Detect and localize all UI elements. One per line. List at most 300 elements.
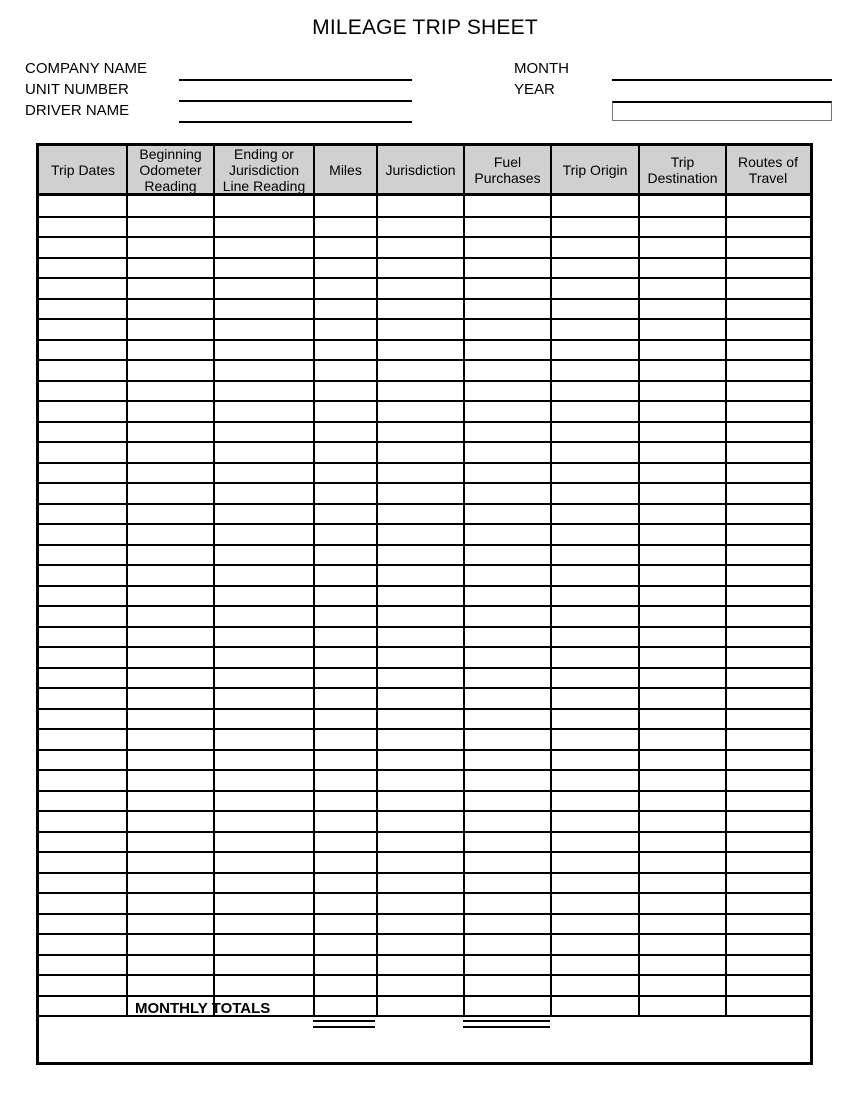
table-cell-trip-dates[interactable] bbox=[39, 688, 127, 709]
table-cell-trip-dates[interactable] bbox=[39, 668, 127, 689]
table-cell-trip-dates[interactable] bbox=[39, 258, 127, 279]
table-cell-trip-origin[interactable] bbox=[551, 668, 639, 689]
table-cell-trip-origin[interactable] bbox=[551, 627, 639, 648]
table-cell-fuel-purchases[interactable] bbox=[464, 381, 551, 402]
table-cell-ending-or-jurisdiction-line-reading[interactable] bbox=[214, 975, 314, 996]
table-cell-trip-origin[interactable] bbox=[551, 278, 639, 299]
table-cell-jurisdiction[interactable] bbox=[377, 442, 464, 463]
table-cell-routes-of-travel[interactable] bbox=[726, 832, 810, 853]
table-cell-trip-dates[interactable] bbox=[39, 278, 127, 299]
table-cell-trip-destination[interactable] bbox=[639, 299, 726, 320]
table-cell-fuel-purchases[interactable] bbox=[464, 504, 551, 525]
year-field[interactable] bbox=[612, 101, 832, 121]
table-cell-routes-of-travel[interactable] bbox=[726, 811, 810, 832]
table-cell-trip-destination[interactable] bbox=[639, 709, 726, 730]
table-cell-trip-origin[interactable] bbox=[551, 360, 639, 381]
table-cell-jurisdiction[interactable] bbox=[377, 319, 464, 340]
table-cell-jurisdiction[interactable] bbox=[377, 524, 464, 545]
table-cell-fuel-purchases[interactable] bbox=[464, 688, 551, 709]
table-cell-trip-dates[interactable] bbox=[39, 565, 127, 586]
table-cell-trip-dates[interactable] bbox=[39, 586, 127, 607]
table-cell-routes-of-travel[interactable] bbox=[726, 852, 810, 873]
table-cell-ending-or-jurisdiction-line-reading[interactable] bbox=[214, 955, 314, 976]
table-cell-beginning-odometer-reading[interactable] bbox=[127, 422, 214, 443]
table-cell-trip-dates[interactable] bbox=[39, 627, 127, 648]
table-cell-fuel-purchases[interactable] bbox=[464, 873, 551, 894]
table-cell-trip-destination[interactable] bbox=[639, 647, 726, 668]
table-cell-trip-origin[interactable] bbox=[551, 401, 639, 422]
table-cell-jurisdiction[interactable] bbox=[377, 729, 464, 750]
table-cell-miles[interactable] bbox=[314, 258, 377, 279]
table-cell-trip-destination[interactable] bbox=[639, 996, 726, 1017]
table-cell-trip-destination[interactable] bbox=[639, 360, 726, 381]
table-cell-beginning-odometer-reading[interactable] bbox=[127, 729, 214, 750]
table-cell-jurisdiction[interactable] bbox=[377, 299, 464, 320]
table-cell-beginning-odometer-reading[interactable] bbox=[127, 750, 214, 771]
table-cell-miles[interactable] bbox=[314, 647, 377, 668]
table-cell-ending-or-jurisdiction-line-reading[interactable] bbox=[214, 319, 314, 340]
table-cell-miles[interactable] bbox=[314, 955, 377, 976]
table-cell-ending-or-jurisdiction-line-reading[interactable] bbox=[214, 811, 314, 832]
table-cell-fuel-purchases[interactable] bbox=[464, 811, 551, 832]
table-cell-routes-of-travel[interactable] bbox=[726, 770, 810, 791]
table-cell-trip-dates[interactable] bbox=[39, 852, 127, 873]
table-cell-ending-or-jurisdiction-line-reading[interactable] bbox=[214, 934, 314, 955]
table-cell-ending-or-jurisdiction-line-reading[interactable] bbox=[214, 524, 314, 545]
table-cell-ending-or-jurisdiction-line-reading[interactable] bbox=[214, 627, 314, 648]
table-cell-trip-destination[interactable] bbox=[639, 483, 726, 504]
table-cell-trip-origin[interactable] bbox=[551, 319, 639, 340]
table-cell-ending-or-jurisdiction-line-reading[interactable] bbox=[214, 463, 314, 484]
table-cell-trip-dates[interactable] bbox=[39, 381, 127, 402]
table-cell-miles[interactable] bbox=[314, 586, 377, 607]
table-cell-ending-or-jurisdiction-line-reading[interactable] bbox=[214, 832, 314, 853]
table-cell-trip-origin[interactable] bbox=[551, 381, 639, 402]
table-cell-trip-destination[interactable] bbox=[639, 832, 726, 853]
table-cell-trip-destination[interactable] bbox=[639, 422, 726, 443]
table-cell-beginning-odometer-reading[interactable] bbox=[127, 893, 214, 914]
table-cell-trip-dates[interactable] bbox=[39, 319, 127, 340]
table-cell-ending-or-jurisdiction-line-reading[interactable] bbox=[214, 852, 314, 873]
table-cell-routes-of-travel[interactable] bbox=[726, 483, 810, 504]
table-cell-fuel-purchases[interactable] bbox=[464, 852, 551, 873]
table-cell-fuel-purchases[interactable] bbox=[464, 258, 551, 279]
table-cell-ending-or-jurisdiction-line-reading[interactable] bbox=[214, 196, 314, 217]
table-cell-trip-destination[interactable] bbox=[639, 750, 726, 771]
table-cell-trip-dates[interactable] bbox=[39, 975, 127, 996]
table-cell-miles[interactable] bbox=[314, 668, 377, 689]
table-cell-fuel-purchases[interactable] bbox=[464, 729, 551, 750]
table-cell-jurisdiction[interactable] bbox=[377, 750, 464, 771]
table-cell-trip-origin[interactable] bbox=[551, 709, 639, 730]
table-cell-trip-dates[interactable] bbox=[39, 914, 127, 935]
table-cell-miles[interactable] bbox=[314, 975, 377, 996]
table-cell-miles[interactable] bbox=[314, 852, 377, 873]
table-cell-fuel-purchases[interactable] bbox=[464, 647, 551, 668]
table-cell-beginning-odometer-reading[interactable] bbox=[127, 873, 214, 894]
table-cell-trip-origin[interactable] bbox=[551, 832, 639, 853]
table-cell-trip-dates[interactable] bbox=[39, 442, 127, 463]
table-cell-jurisdiction[interactable] bbox=[377, 934, 464, 955]
table-cell-beginning-odometer-reading[interactable] bbox=[127, 340, 214, 361]
table-cell-ending-or-jurisdiction-line-reading[interactable] bbox=[214, 709, 314, 730]
table-cell-ending-or-jurisdiction-line-reading[interactable] bbox=[214, 873, 314, 894]
table-cell-jurisdiction[interactable] bbox=[377, 914, 464, 935]
month-field[interactable] bbox=[612, 79, 832, 81]
table-cell-jurisdiction[interactable] bbox=[377, 196, 464, 217]
table-cell-beginning-odometer-reading[interactable] bbox=[127, 852, 214, 873]
table-cell-routes-of-travel[interactable] bbox=[726, 606, 810, 627]
table-cell-jurisdiction[interactable] bbox=[377, 668, 464, 689]
table-cell-miles[interactable] bbox=[314, 360, 377, 381]
table-cell-fuel-purchases[interactable] bbox=[464, 463, 551, 484]
table-cell-routes-of-travel[interactable] bbox=[726, 319, 810, 340]
table-cell-trip-origin[interactable] bbox=[551, 565, 639, 586]
table-cell-miles[interactable] bbox=[314, 524, 377, 545]
table-cell-beginning-odometer-reading[interactable] bbox=[127, 914, 214, 935]
table-cell-trip-origin[interactable] bbox=[551, 647, 639, 668]
table-cell-ending-or-jurisdiction-line-reading[interactable] bbox=[214, 299, 314, 320]
table-cell-miles[interactable] bbox=[314, 627, 377, 648]
table-cell-miles[interactable] bbox=[314, 791, 377, 812]
table-cell-jurisdiction[interactable] bbox=[377, 709, 464, 730]
table-cell-jurisdiction[interactable] bbox=[377, 258, 464, 279]
table-cell-miles[interactable] bbox=[314, 237, 377, 258]
table-cell-jurisdiction[interactable] bbox=[377, 791, 464, 812]
table-cell-trip-dates[interactable] bbox=[39, 360, 127, 381]
table-cell-routes-of-travel[interactable] bbox=[726, 463, 810, 484]
table-cell-beginning-odometer-reading[interactable] bbox=[127, 627, 214, 648]
table-cell-trip-origin[interactable] bbox=[551, 586, 639, 607]
table-cell-miles[interactable] bbox=[314, 319, 377, 340]
table-cell-trip-origin[interactable] bbox=[551, 996, 639, 1017]
table-cell-trip-origin[interactable] bbox=[551, 606, 639, 627]
table-cell-trip-destination[interactable] bbox=[639, 770, 726, 791]
table-cell-beginning-odometer-reading[interactable] bbox=[127, 258, 214, 279]
table-cell-trip-dates[interactable] bbox=[39, 750, 127, 771]
table-cell-miles[interactable] bbox=[314, 914, 377, 935]
table-cell-ending-or-jurisdiction-line-reading[interactable] bbox=[214, 217, 314, 238]
table-cell-fuel-purchases[interactable] bbox=[464, 340, 551, 361]
table-cell-beginning-odometer-reading[interactable] bbox=[127, 319, 214, 340]
table-cell-trip-origin[interactable] bbox=[551, 729, 639, 750]
table-cell-ending-or-jurisdiction-line-reading[interactable] bbox=[214, 729, 314, 750]
table-cell-routes-of-travel[interactable] bbox=[726, 750, 810, 771]
table-cell-trip-destination[interactable] bbox=[639, 811, 726, 832]
table-cell-fuel-purchases[interactable] bbox=[464, 422, 551, 443]
table-cell-fuel-purchases[interactable] bbox=[464, 770, 551, 791]
table-cell-trip-destination[interactable] bbox=[639, 606, 726, 627]
table-cell-beginning-odometer-reading[interactable] bbox=[127, 647, 214, 668]
table-cell-miles[interactable] bbox=[314, 729, 377, 750]
table-cell-beginning-odometer-reading[interactable] bbox=[127, 401, 214, 422]
table-cell-trip-destination[interactable] bbox=[639, 688, 726, 709]
table-cell-fuel-purchases[interactable] bbox=[464, 217, 551, 238]
table-cell-routes-of-travel[interactable] bbox=[726, 524, 810, 545]
table-cell-trip-dates[interactable] bbox=[39, 873, 127, 894]
table-cell-jurisdiction[interactable] bbox=[377, 873, 464, 894]
table-cell-fuel-purchases[interactable] bbox=[464, 565, 551, 586]
table-cell-ending-or-jurisdiction-line-reading[interactable] bbox=[214, 791, 314, 812]
table-cell-jurisdiction[interactable] bbox=[377, 237, 464, 258]
table-cell-fuel-purchases[interactable] bbox=[464, 606, 551, 627]
table-cell-trip-origin[interactable] bbox=[551, 524, 639, 545]
table-cell-trip-destination[interactable] bbox=[639, 258, 726, 279]
table-cell-jurisdiction[interactable] bbox=[377, 401, 464, 422]
table-cell-trip-destination[interactable] bbox=[639, 401, 726, 422]
table-cell-beginning-odometer-reading[interactable] bbox=[127, 217, 214, 238]
table-cell-beginning-odometer-reading[interactable] bbox=[127, 770, 214, 791]
table-cell-ending-or-jurisdiction-line-reading[interactable] bbox=[214, 586, 314, 607]
table-cell-miles[interactable] bbox=[314, 504, 377, 525]
table-cell-jurisdiction[interactable] bbox=[377, 811, 464, 832]
table-cell-fuel-purchases[interactable] bbox=[464, 996, 551, 1017]
table-cell-miles[interactable] bbox=[314, 340, 377, 361]
table-cell-trip-origin[interactable] bbox=[551, 442, 639, 463]
table-cell-trip-destination[interactable] bbox=[639, 668, 726, 689]
table-cell-trip-destination[interactable] bbox=[639, 791, 726, 812]
table-cell-jurisdiction[interactable] bbox=[377, 996, 464, 1017]
table-cell-miles[interactable] bbox=[314, 483, 377, 504]
table-cell-routes-of-travel[interactable] bbox=[726, 504, 810, 525]
table-cell-routes-of-travel[interactable] bbox=[726, 422, 810, 443]
table-cell-trip-dates[interactable] bbox=[39, 770, 127, 791]
table-cell-jurisdiction[interactable] bbox=[377, 278, 464, 299]
table-cell-ending-or-jurisdiction-line-reading[interactable] bbox=[214, 504, 314, 525]
table-cell-miles[interactable] bbox=[314, 811, 377, 832]
table-cell-fuel-purchases[interactable] bbox=[464, 545, 551, 566]
table-cell-beginning-odometer-reading[interactable] bbox=[127, 381, 214, 402]
table-cell-trip-origin[interactable] bbox=[551, 955, 639, 976]
table-cell-miles[interactable] bbox=[314, 217, 377, 238]
table-cell-routes-of-travel[interactable] bbox=[726, 545, 810, 566]
table-cell-routes-of-travel[interactable] bbox=[726, 442, 810, 463]
table-cell-trip-dates[interactable] bbox=[39, 504, 127, 525]
table-cell-routes-of-travel[interactable] bbox=[726, 360, 810, 381]
table-cell-trip-destination[interactable] bbox=[639, 873, 726, 894]
table-cell-routes-of-travel[interactable] bbox=[726, 791, 810, 812]
table-cell-trip-dates[interactable] bbox=[39, 893, 127, 914]
table-cell-fuel-purchases[interactable] bbox=[464, 832, 551, 853]
table-cell-miles[interactable] bbox=[314, 278, 377, 299]
table-cell-trip-origin[interactable] bbox=[551, 975, 639, 996]
table-cell-ending-or-jurisdiction-line-reading[interactable] bbox=[214, 278, 314, 299]
table-cell-jurisdiction[interactable] bbox=[377, 545, 464, 566]
table-cell-jurisdiction[interactable] bbox=[377, 381, 464, 402]
table-cell-fuel-purchases[interactable] bbox=[464, 893, 551, 914]
table-cell-trip-origin[interactable] bbox=[551, 811, 639, 832]
table-cell-trip-dates[interactable] bbox=[39, 401, 127, 422]
table-cell-ending-or-jurisdiction-line-reading[interactable] bbox=[214, 483, 314, 504]
table-cell-fuel-purchases[interactable] bbox=[464, 299, 551, 320]
table-cell-miles[interactable] bbox=[314, 750, 377, 771]
table-cell-trip-destination[interactable] bbox=[639, 893, 726, 914]
table-cell-trip-dates[interactable] bbox=[39, 811, 127, 832]
table-cell-miles[interactable] bbox=[314, 196, 377, 217]
table-cell-fuel-purchases[interactable] bbox=[464, 709, 551, 730]
table-cell-fuel-purchases[interactable] bbox=[464, 278, 551, 299]
table-cell-beginning-odometer-reading[interactable] bbox=[127, 545, 214, 566]
table-cell-ending-or-jurisdiction-line-reading[interactable] bbox=[214, 442, 314, 463]
table-cell-trip-destination[interactable] bbox=[639, 914, 726, 935]
company-name-field[interactable] bbox=[179, 79, 412, 81]
table-cell-beginning-odometer-reading[interactable] bbox=[127, 709, 214, 730]
table-cell-jurisdiction[interactable] bbox=[377, 627, 464, 648]
table-cell-trip-dates[interactable] bbox=[39, 463, 127, 484]
table-cell-routes-of-travel[interactable] bbox=[726, 237, 810, 258]
table-cell-miles[interactable] bbox=[314, 442, 377, 463]
table-cell-ending-or-jurisdiction-line-reading[interactable] bbox=[214, 770, 314, 791]
table-cell-ending-or-jurisdiction-line-reading[interactable] bbox=[214, 401, 314, 422]
table-cell-trip-dates[interactable] bbox=[39, 996, 127, 1017]
table-cell-miles[interactable] bbox=[314, 565, 377, 586]
table-cell-beginning-odometer-reading[interactable] bbox=[127, 791, 214, 812]
table-cell-ending-or-jurisdiction-line-reading[interactable] bbox=[214, 340, 314, 361]
table-cell-fuel-purchases[interactable] bbox=[464, 955, 551, 976]
table-cell-trip-destination[interactable] bbox=[639, 975, 726, 996]
table-cell-routes-of-travel[interactable] bbox=[726, 955, 810, 976]
table-cell-beginning-odometer-reading[interactable] bbox=[127, 586, 214, 607]
table-cell-trip-dates[interactable] bbox=[39, 483, 127, 504]
table-cell-routes-of-travel[interactable] bbox=[726, 401, 810, 422]
table-cell-ending-or-jurisdiction-line-reading[interactable] bbox=[214, 545, 314, 566]
table-cell-jurisdiction[interactable] bbox=[377, 688, 464, 709]
table-cell-trip-destination[interactable] bbox=[639, 278, 726, 299]
table-cell-beginning-odometer-reading[interactable] bbox=[127, 360, 214, 381]
table-cell-miles[interactable] bbox=[314, 873, 377, 894]
table-cell-routes-of-travel[interactable] bbox=[726, 668, 810, 689]
table-cell-miles[interactable] bbox=[314, 463, 377, 484]
table-cell-trip-origin[interactable] bbox=[551, 852, 639, 873]
table-cell-fuel-purchases[interactable] bbox=[464, 196, 551, 217]
table-cell-trip-dates[interactable] bbox=[39, 955, 127, 976]
table-cell-routes-of-travel[interactable] bbox=[726, 914, 810, 935]
table-cell-trip-dates[interactable] bbox=[39, 545, 127, 566]
table-cell-trip-origin[interactable] bbox=[551, 750, 639, 771]
table-cell-trip-dates[interactable] bbox=[39, 299, 127, 320]
table-cell-trip-destination[interactable] bbox=[639, 545, 726, 566]
table-cell-fuel-purchases[interactable] bbox=[464, 360, 551, 381]
table-cell-miles[interactable] bbox=[314, 401, 377, 422]
table-cell-jurisdiction[interactable] bbox=[377, 586, 464, 607]
table-cell-beginning-odometer-reading[interactable] bbox=[127, 278, 214, 299]
table-cell-ending-or-jurisdiction-line-reading[interactable] bbox=[214, 647, 314, 668]
table-cell-beginning-odometer-reading[interactable] bbox=[127, 688, 214, 709]
table-cell-jurisdiction[interactable] bbox=[377, 893, 464, 914]
table-cell-fuel-purchases[interactable] bbox=[464, 791, 551, 812]
table-cell-fuel-purchases[interactable] bbox=[464, 975, 551, 996]
table-cell-trip-origin[interactable] bbox=[551, 688, 639, 709]
table-cell-fuel-purchases[interactable] bbox=[464, 627, 551, 648]
table-cell-trip-dates[interactable] bbox=[39, 196, 127, 217]
table-cell-miles[interactable] bbox=[314, 545, 377, 566]
table-cell-trip-destination[interactable] bbox=[639, 627, 726, 648]
table-cell-trip-destination[interactable] bbox=[639, 319, 726, 340]
table-cell-beginning-odometer-reading[interactable] bbox=[127, 811, 214, 832]
table-cell-miles[interactable] bbox=[314, 770, 377, 791]
table-cell-trip-origin[interactable] bbox=[551, 196, 639, 217]
table-cell-fuel-purchases[interactable] bbox=[464, 483, 551, 504]
table-cell-trip-destination[interactable] bbox=[639, 237, 726, 258]
table-cell-ending-or-jurisdiction-line-reading[interactable] bbox=[214, 360, 314, 381]
table-cell-jurisdiction[interactable] bbox=[377, 832, 464, 853]
table-cell-trip-origin[interactable] bbox=[551, 873, 639, 894]
table-cell-jurisdiction[interactable] bbox=[377, 340, 464, 361]
table-cell-miles[interactable] bbox=[314, 299, 377, 320]
table-cell-trip-destination[interactable] bbox=[639, 196, 726, 217]
table-cell-trip-origin[interactable] bbox=[551, 545, 639, 566]
table-cell-trip-origin[interactable] bbox=[551, 770, 639, 791]
table-cell-trip-dates[interactable] bbox=[39, 934, 127, 955]
table-cell-beginning-odometer-reading[interactable] bbox=[127, 463, 214, 484]
table-cell-trip-destination[interactable] bbox=[639, 504, 726, 525]
table-cell-miles[interactable] bbox=[314, 688, 377, 709]
table-cell-ending-or-jurisdiction-line-reading[interactable] bbox=[214, 606, 314, 627]
table-cell-ending-or-jurisdiction-line-reading[interactable] bbox=[214, 668, 314, 689]
table-cell-trip-destination[interactable] bbox=[639, 524, 726, 545]
table-cell-jurisdiction[interactable] bbox=[377, 770, 464, 791]
table-cell-beginning-odometer-reading[interactable] bbox=[127, 237, 214, 258]
table-cell-jurisdiction[interactable] bbox=[377, 647, 464, 668]
table-cell-miles[interactable] bbox=[314, 381, 377, 402]
table-cell-trip-dates[interactable] bbox=[39, 647, 127, 668]
table-cell-trip-destination[interactable] bbox=[639, 955, 726, 976]
table-cell-routes-of-travel[interactable] bbox=[726, 627, 810, 648]
table-cell-ending-or-jurisdiction-line-reading[interactable] bbox=[214, 893, 314, 914]
table-cell-routes-of-travel[interactable] bbox=[726, 647, 810, 668]
table-cell-routes-of-travel[interactable] bbox=[726, 217, 810, 238]
table-cell-trip-destination[interactable] bbox=[639, 340, 726, 361]
table-cell-routes-of-travel[interactable] bbox=[726, 586, 810, 607]
table-cell-trip-destination[interactable] bbox=[639, 586, 726, 607]
table-cell-trip-destination[interactable] bbox=[639, 381, 726, 402]
table-cell-fuel-purchases[interactable] bbox=[464, 914, 551, 935]
table-cell-trip-dates[interactable] bbox=[39, 340, 127, 361]
table-cell-beginning-odometer-reading[interactable] bbox=[127, 196, 214, 217]
table-cell-routes-of-travel[interactable] bbox=[726, 975, 810, 996]
table-cell-trip-origin[interactable] bbox=[551, 791, 639, 812]
table-cell-ending-or-jurisdiction-line-reading[interactable] bbox=[214, 422, 314, 443]
table-cell-beginning-odometer-reading[interactable] bbox=[127, 975, 214, 996]
table-cell-jurisdiction[interactable] bbox=[377, 852, 464, 873]
table-cell-trip-destination[interactable] bbox=[639, 217, 726, 238]
table-cell-ending-or-jurisdiction-line-reading[interactable] bbox=[214, 914, 314, 935]
table-cell-beginning-odometer-reading[interactable] bbox=[127, 934, 214, 955]
table-cell-trip-origin[interactable] bbox=[551, 893, 639, 914]
table-cell-fuel-purchases[interactable] bbox=[464, 319, 551, 340]
table-cell-beginning-odometer-reading[interactable] bbox=[127, 606, 214, 627]
table-cell-jurisdiction[interactable] bbox=[377, 606, 464, 627]
table-cell-beginning-odometer-reading[interactable] bbox=[127, 504, 214, 525]
table-cell-miles[interactable] bbox=[314, 996, 377, 1017]
table-cell-trip-dates[interactable] bbox=[39, 832, 127, 853]
table-cell-jurisdiction[interactable] bbox=[377, 463, 464, 484]
table-cell-jurisdiction[interactable] bbox=[377, 504, 464, 525]
table-cell-routes-of-travel[interactable] bbox=[726, 340, 810, 361]
table-cell-trip-origin[interactable] bbox=[551, 463, 639, 484]
table-cell-ending-or-jurisdiction-line-reading[interactable] bbox=[214, 750, 314, 771]
table-cell-routes-of-travel[interactable] bbox=[726, 688, 810, 709]
unit-number-field[interactable] bbox=[179, 100, 412, 102]
table-cell-trip-origin[interactable] bbox=[551, 504, 639, 525]
table-cell-beginning-odometer-reading[interactable] bbox=[127, 668, 214, 689]
table-cell-routes-of-travel[interactable] bbox=[726, 299, 810, 320]
table-cell-trip-dates[interactable] bbox=[39, 729, 127, 750]
table-cell-trip-origin[interactable] bbox=[551, 237, 639, 258]
table-cell-fuel-purchases[interactable] bbox=[464, 750, 551, 771]
table-cell-fuel-purchases[interactable] bbox=[464, 586, 551, 607]
table-cell-jurisdiction[interactable] bbox=[377, 483, 464, 504]
